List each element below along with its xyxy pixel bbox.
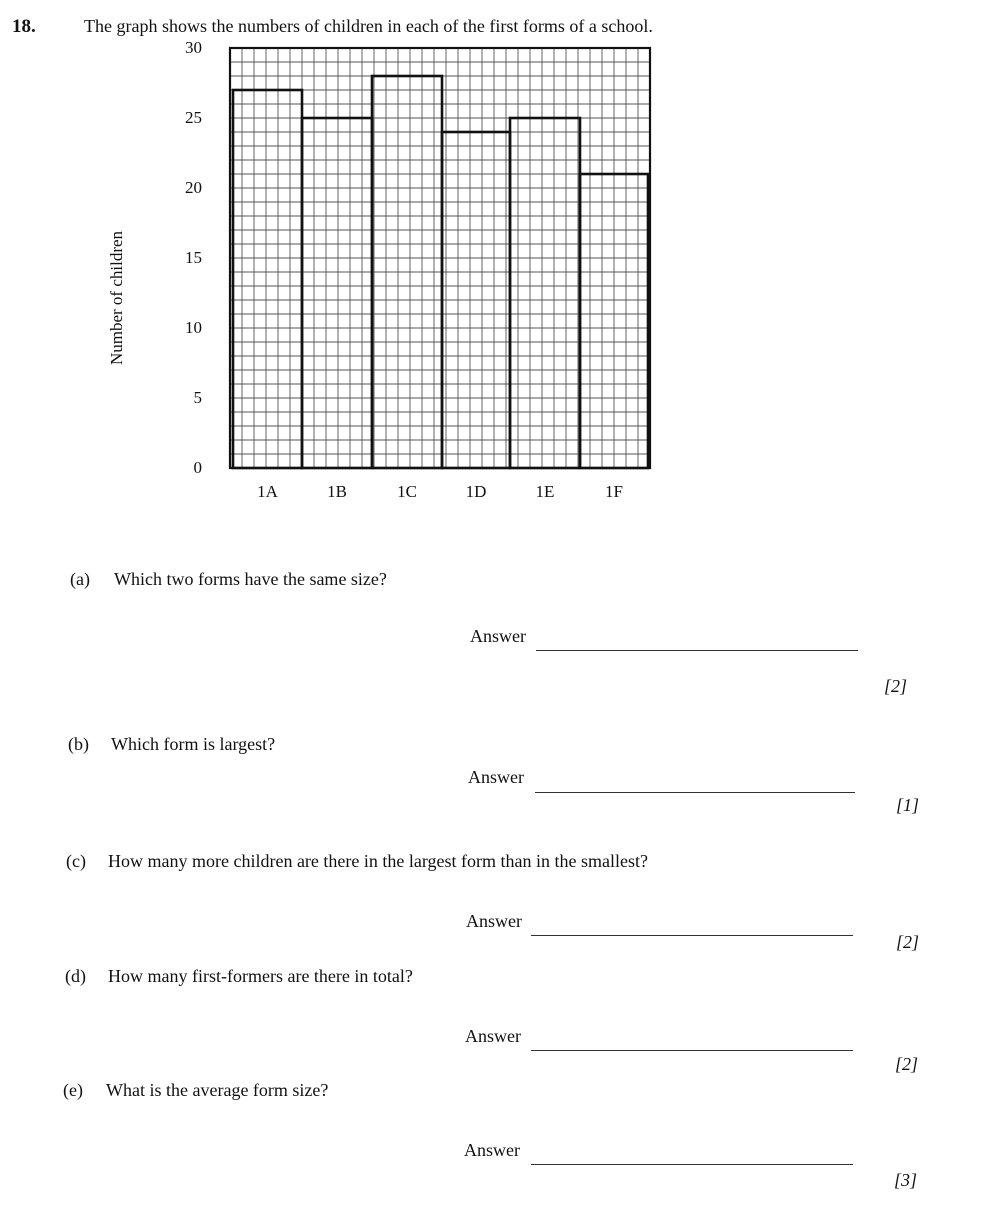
- y-tick-label: 30: [185, 38, 202, 57]
- x-tick-label: 1E: [535, 482, 555, 501]
- x-tick-label: 1B: [327, 482, 347, 501]
- part-a-marks: [2]: [884, 676, 908, 696]
- bar-1A: [233, 90, 302, 468]
- part-a-answer-label: Answer: [470, 626, 526, 646]
- part-d-answer-line[interactable]: [531, 1050, 853, 1051]
- part-a-label: (a): [70, 569, 90, 589]
- x-tick-label: 1A: [257, 482, 278, 501]
- y-axis-label: Number of children: [107, 230, 126, 366]
- part-b-marks: [1]: [896, 795, 920, 815]
- part-a-answer-line[interactable]: [536, 650, 858, 651]
- x-tick-label: 1F: [605, 482, 623, 501]
- part-b-question: Which form is largest?: [111, 734, 276, 754]
- y-tick-label: 25: [185, 108, 202, 127]
- part-d-question: How many first-formers are there in total?: [108, 966, 413, 986]
- part-a-question: Which two forms have the same size?: [114, 569, 387, 589]
- y-tick-label: 15: [185, 248, 202, 267]
- y-tick-label: 0: [193, 458, 202, 477]
- part-c-label: (c): [66, 851, 86, 871]
- part-e-answer-label: Answer: [464, 1140, 520, 1160]
- x-tick-label: 1C: [397, 482, 417, 501]
- bar-1E: [510, 118, 580, 468]
- part-e-answer-line[interactable]: [531, 1164, 853, 1165]
- question-intro: The graph shows the numbers of children in each of the first forms of a school.: [84, 16, 653, 36]
- part-d-label: (d): [65, 966, 86, 986]
- question-number: 18.: [12, 16, 36, 37]
- y-tick-label: 10: [185, 318, 202, 337]
- bar-chart: [0, 0, 700, 520]
- x-tick-label: 1D: [465, 482, 487, 501]
- part-e-marks: [3]: [894, 1170, 918, 1190]
- part-c-marks: [2]: [896, 932, 920, 952]
- y-tick-label: 20: [185, 178, 202, 197]
- chart-grid: [230, 48, 650, 468]
- part-e-label: (e): [63, 1080, 83, 1100]
- part-e-question: What is the average form size?: [106, 1080, 329, 1100]
- part-b-answer-line[interactable]: [535, 792, 855, 793]
- part-c-question: How many more children are there in the largest form than in the smallest?: [108, 851, 648, 871]
- part-b-answer-label: Answer: [468, 767, 524, 787]
- part-c-answer-label: Answer: [466, 911, 522, 931]
- part-c-answer-line[interactable]: [531, 935, 853, 936]
- part-b-label: (b): [68, 734, 89, 754]
- y-tick-label: 5: [193, 388, 202, 407]
- part-d-answer-label: Answer: [465, 1026, 521, 1046]
- x-tick-labels: [257, 482, 623, 501]
- bar-1B: [302, 118, 372, 468]
- part-d-marks: [2]: [895, 1054, 919, 1074]
- y-tick-labels: [185, 38, 202, 477]
